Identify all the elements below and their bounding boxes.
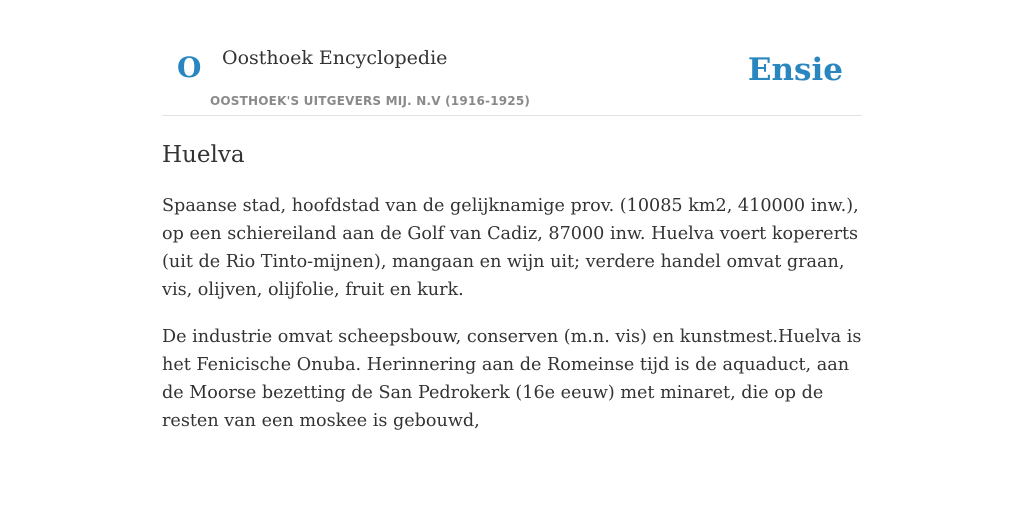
header bbox=[162, 0, 862, 116]
publisher-label: OOSTHOEK'S UITGEVERS MIJ. N.V (1916-1925) bbox=[210, 94, 531, 108]
entry-paragraph: Spaanse stad, hoofdstad van de gelijknamige prov. (10085 km2, 410000 inw.), op een schiereiland aan de Golf van Cadiz, 87000 inw. Huelva voert kopererts (uit de Rio Tinto-mijnen), mangaan en wijn uit; verdere handel omvat graan, vis, olijven, olijfolie, fruit en kurk. bbox=[162, 196, 859, 300]
entry-paragraph: De industrie omvat scheepsbouw, conserven (m.n. vis) en kunstmest.Huelva is het Fenicische Onuba. Herinnering aan de Romeinse tijd is de aquaduct, aan de Moorse bezetting de San Pedrokerk (16e eeuw) met minaret, die op de resten van een moskee is gebouwd, bbox=[162, 327, 862, 431]
book-logo-icon[interactable]: O bbox=[177, 51, 202, 84]
page-container bbox=[162, 0, 862, 431]
book-title[interactable]: Oosthoek Encyclopedie bbox=[222, 47, 448, 69]
entry-title: Huelva bbox=[162, 142, 245, 168]
ensie-logo-link[interactable]: Ensie bbox=[747, 52, 843, 88]
